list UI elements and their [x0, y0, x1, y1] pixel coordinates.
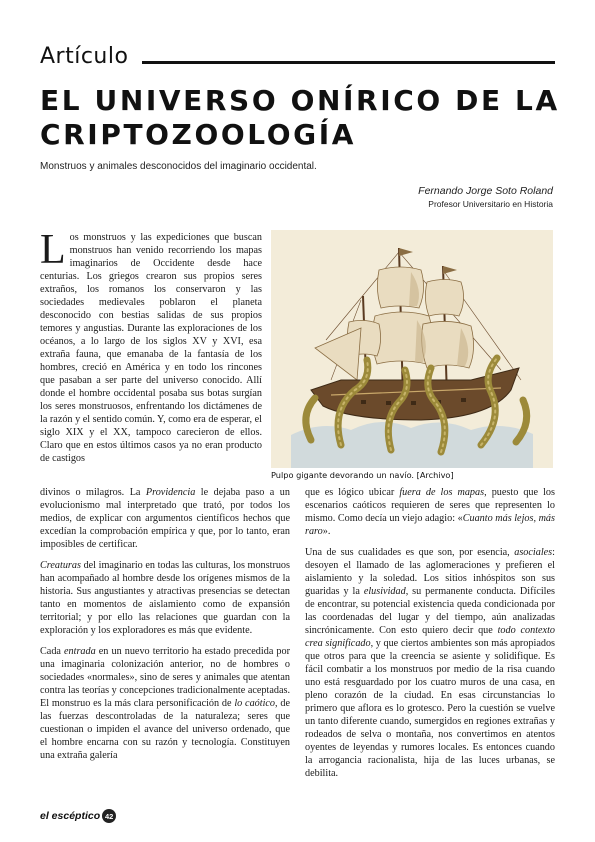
kraken-ship-illustration — [271, 230, 553, 468]
paragraph: que es lógico ubicar fuera de los mapas, puesto que los escenarios caóticos requieren de seres que representen lo mismo. Como decía un viejo adagio: «Cuanto más lejos, más raro». — [305, 487, 555, 537]
paragraph: Una de sus cualidades es que son, por esencia, asociales: desoyen el llamado de las aglomeraciones y prefieren el aislamiento y la soledad. Los sitios inhóspitos son sus guaridas y la elusividad, su permanente conducta. Difíciles de encontrar, su potencial existencia queda condicionada por las coordenadas del lugar y del tiempo, aún analizadas sincrónicamente. Con esto quiero decir que todo contexto crea significado, y que ciertos ambientes son más apropiados que otros para que la creencia se asiente y solidifique. Es fácil combatir a los monstruos por medio de la risa cuando uno está resguardado por los cuatro muros de una casa, en pleno corazón de la ciudad. En esas circunstancias lo primero que aflora es lo grotesco. Pero la cuestión se vuelve un tanto diferente cuando, sumergidos en regiones extrañas y rodeados de selva o montaña, nos convertimos en atentos oyentes de leyendas y rumores locales. Es entonces cuando la arrogancia racionalista, hija de las luces urbanas, se debilita. — [305, 547, 556, 779]
page-number: 42 — [102, 809, 116, 823]
intro-text: os monstruos y las expediciones que buscan monstruos han venido recorriendo los mapas imaginarios de Occidente desde hace centurias. Los griegos crearon sus propios seres extraños, los romanos los conservaron y las sociedades medievales poblaron el planeta desconocido con bestias salidas de sus propios temores y angustias. Durante las exploraciones de los océanos, a lo largo de los siglos XV y XVI, esa extraña fauna, que emanaba de la fantasía de los hombres, creció en América y en todo los rincones que pasaban a ser parte del universo conocido. Allí donde el hombre occidental posaba sus botas surgían los seres monstruosos, enfrentando los dictámenes de la razón y el sentido común. Y, como era de esperar, el siglo XIX y el XX, tampoco carecieron de ellos. Claro que en estos últimos casos ya no eran producto de castigos — [40, 232, 262, 464]
paragraph: Cada entrada en un nuevo territorio ha estado precedida por una imaginaria colonización anterior, no de hombres o sociedades «normales», sino de seres y animales que atentan contra las teorías y concepciones tradicionalmente aceptadas. El monstruo es la más clara personificación de lo caótico, de las fuerzas descontroladas de la naturaleza; seres que cuestionan o impiden el avance del universo ordenado, que el hombre encarna con su razón y tecnología. Constituyen una extraña galería — [40, 646, 290, 761]
drop-cap: L — [40, 227, 66, 273]
intro-paragraph — [40, 227, 262, 465]
figure-caption: Pulpo gigante devorando un navío. [Archivo] — [271, 470, 454, 480]
right-column — [305, 486, 555, 788]
paragraph: divinos o milagros. La Providencia le dejaba paso a un evolucionismo mal interpretado que trató, por todos los medios, de explicar con argumentos científicos hechos que excedían la comprobación empírica y que, por lo tanto, eran imposibles de certificar. — [40, 487, 290, 550]
kraken-ship-drawing — [271, 230, 553, 468]
magazine-name: el escéptico — [40, 810, 101, 822]
article-subtitle: Monstruos y animales desconocidos del imaginario occidental. — [40, 161, 317, 172]
paragraph: Creaturas del imaginario en todas las culturas, los monstruos han acompañado al hombre desde los orígenes mismos de la historia. Sus angustiantes y atractivas presencias se detectan tanto en momentos de aislamiento como de expansión territorial; y por ello las relaciones que guardan con la exploración y los exploradores es más que evidente. — [40, 560, 290, 636]
section-header — [40, 44, 555, 74]
sea-foam — [291, 422, 533, 468]
section-rule — [142, 61, 555, 64]
section-label: Artículo — [40, 44, 129, 69]
page-footer — [40, 809, 116, 823]
author-role: Profesor Universitario en Historia — [428, 199, 553, 209]
left-column — [40, 486, 290, 770]
author-block — [418, 185, 553, 209]
author-name: Fernando Jorge Soto Roland — [418, 185, 553, 197]
article-title: EL UNIVERSO ONÍRICO DE LA CRIPTOZOOLOGÍA — [40, 84, 560, 151]
